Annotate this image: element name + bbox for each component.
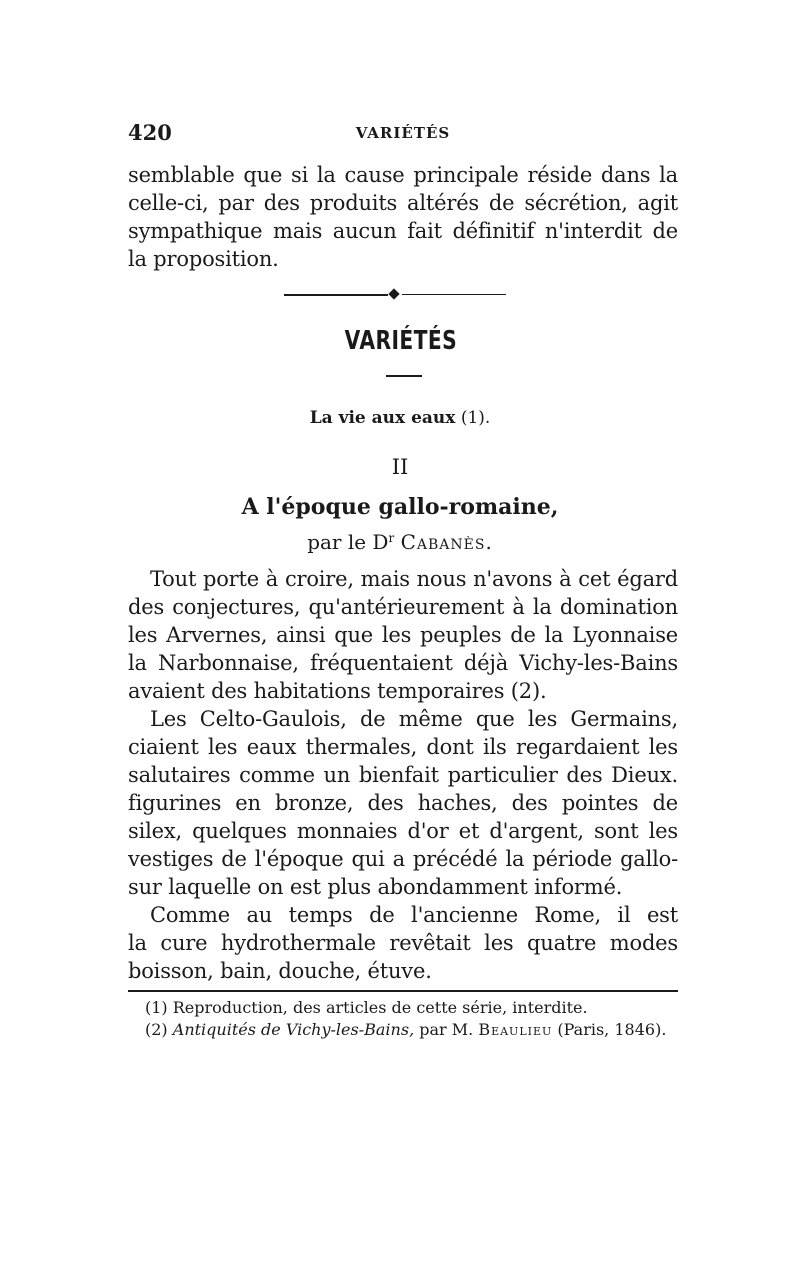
footnote-2-marker: (2) [145,1020,168,1039]
paragraph-2-line-7: sur laquelle on est plus abondamment informé. [128,875,623,899]
paragraph-1-line-5: avaient des habitations temporaires (2). [128,679,547,703]
section-title: VARIÉTÉS [344,326,458,356]
byline-sup: r [388,531,395,545]
paragraph-2-line-6: vestiges de l'époque qui a précédé la période gallo- [128,847,678,871]
paragraph-1-line-4: la Narbonnaise, fréquentaient déjà Vichy-les-Bains [128,651,678,675]
byline [0,530,800,554]
top-paragraph-line-1: semblable que si la cause principale réside dans la [128,163,678,187]
paragraph-2-line-1: Les Celto-Gaulois, de même que les Germains, [150,707,678,731]
paragraph-2-line-3: salutaires comme un bienfait particulier des Dieux. [128,763,678,787]
footnote-2-author: Beaulieu [478,1020,553,1039]
paragraph-2-line-2: ciaient les eaux thermales, dont ils regardaient les [128,735,678,759]
paragraph-1-line-2: des conjectures, qu'antérieurement à la domination [128,595,678,619]
paragraph-1-line-3: les Arvernes, ainsi que les peuples de la Lyonnaise [128,623,678,647]
running-head [128,120,678,146]
paragraph-2-line-4: figurines en bronze, des haches, des pointes de [128,791,678,815]
article-heading: A l'époque gallo-romaine, [241,494,559,520]
running-title: VARIÉTÉS [355,124,451,142]
footnote-rule [128,990,678,992]
part-number: II [391,455,409,479]
paragraph-3-line-1: Comme au temps de l'ancienne Rome, il est [150,903,678,927]
section-divider-ornament [284,290,506,300]
paragraph-1-line-1: Tout porte à croire, mais nous n'avons à cet égard [150,567,678,591]
footnote-2 [145,1020,666,1040]
paragraph-3-line-2: la cure hydrothermale revêtait les quatre modes [128,931,678,955]
top-paragraph-line-2: celle-ci, par des produits altérés de sécrétion, agit [128,191,678,215]
divider-diamond [388,288,399,299]
footnote-1: (1) Reproduction, des articles de cette série, interdite. [145,998,588,1017]
subtitle-note-ref: (1). [460,408,491,428]
section-subtitle [0,408,800,428]
author-name: Cabanès. [400,530,493,554]
footnote-2-by: par M. [419,1020,474,1039]
title-underline [386,375,422,377]
footnote-2-title: Antiquités de Vichy-les-Bains, [172,1020,415,1039]
paragraph-2-line-5: silex, quelques monnaies d'or et d'argent, sont les [128,819,678,843]
paragraph-3-line-3: boisson, bain, douche, étuve. [128,959,432,983]
footnote-2-rest: (Paris, 1846). [557,1020,667,1039]
subtitle-text: La vie aux eaux [309,408,456,428]
divider-rule-right [402,294,506,295]
divider-rule-left [284,294,388,296]
top-paragraph-line-3: sympathique mais aucun fait définitif n'interdit de [128,219,678,243]
top-paragraph-line-4: la proposition. [128,247,279,271]
byline-prefix: par le D [307,530,389,554]
page-number: 420 [128,120,172,145]
